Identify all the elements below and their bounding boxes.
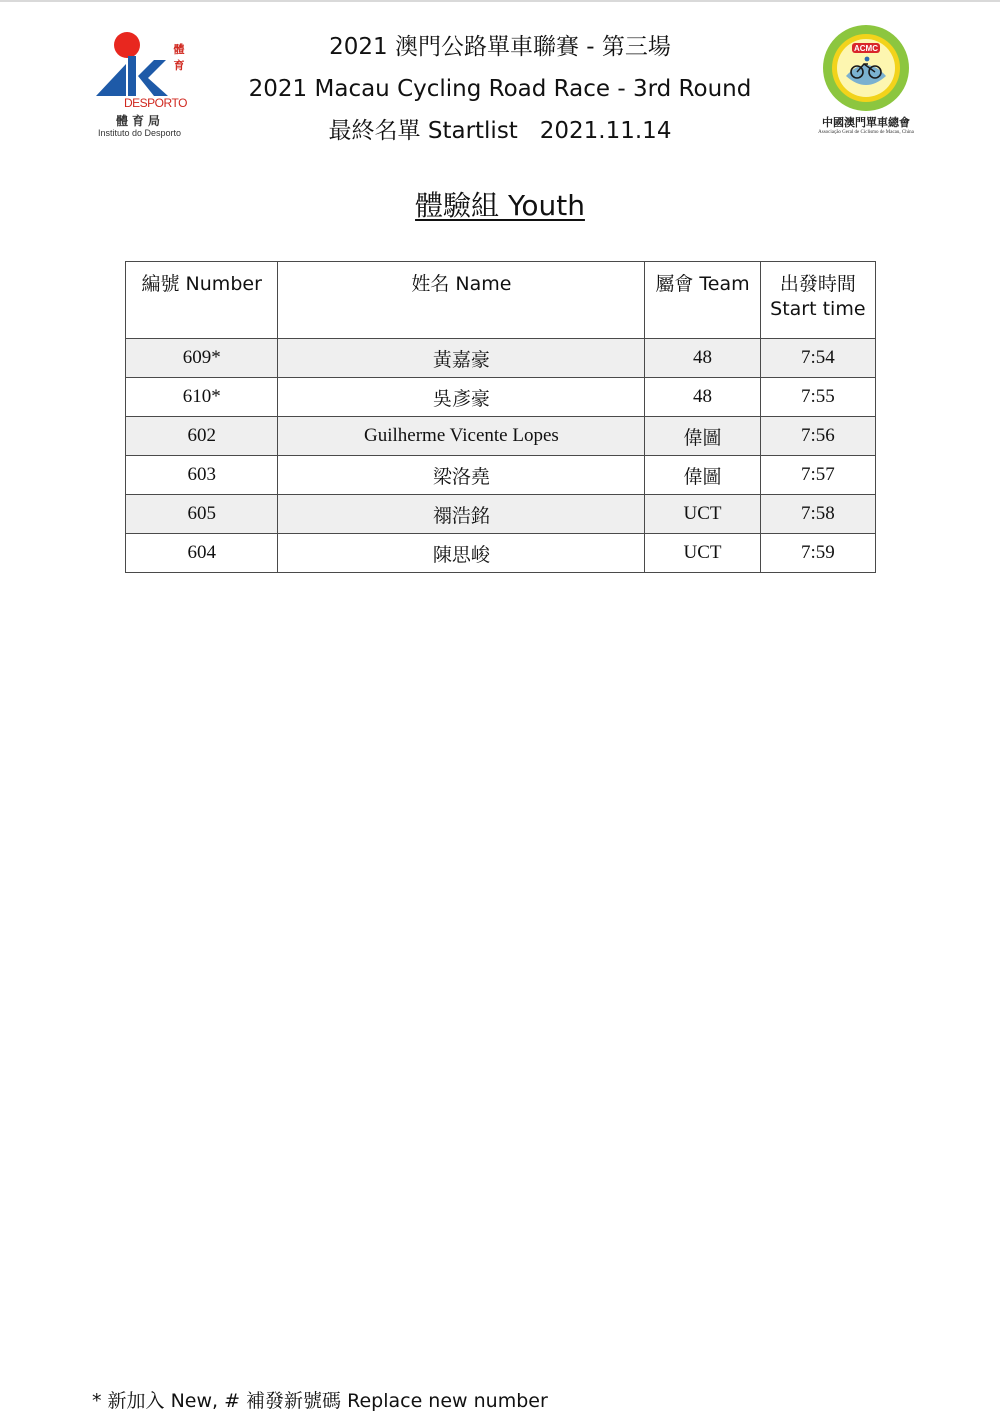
- cell-name: 梁洛堯: [278, 456, 645, 495]
- category-title-text: 體驗組 Youth: [415, 189, 585, 222]
- cell-number: 609*: [126, 339, 278, 378]
- cell-name: 陳思峻: [278, 534, 645, 573]
- logo-brand-text: DESPORTO: [124, 96, 187, 110]
- sports-bureau-logo: [96, 30, 196, 140]
- document-header: [230, 26, 770, 152]
- startlist-table: [125, 261, 876, 573]
- cell-team: 偉圖: [645, 417, 760, 456]
- title-zh: 2021 澳門公路單車聯賽 - 第三場: [329, 34, 671, 60]
- logo-bureau-pt: Instituto do Desporto: [98, 128, 182, 138]
- table-row: [126, 417, 876, 456]
- header-name: 姓名 Name: [278, 262, 645, 339]
- cell-number: 602: [126, 417, 278, 456]
- table-row: [126, 339, 876, 378]
- association-name-pt: Associação Geral de Ciclismo de Macau, China: [818, 130, 914, 135]
- cell-team: 48: [645, 378, 760, 417]
- table-row: [126, 534, 876, 573]
- cell-time: 7:55: [760, 378, 875, 417]
- title-en: 2021 Macau Cycling Road Race - 3rd Round: [248, 76, 752, 102]
- cell-number: 610*: [126, 378, 278, 417]
- cell-time: 7:58: [760, 495, 875, 534]
- cell-team: 48: [645, 339, 760, 378]
- cell-number: 605: [126, 495, 278, 534]
- header-team: 屬會 Team: [645, 262, 760, 339]
- logo-k-mark-icon: [96, 52, 172, 98]
- table-row: [126, 378, 876, 417]
- badge-text: ACMC: [854, 44, 878, 53]
- category-title: [300, 184, 700, 224]
- header-start-time: [760, 262, 875, 339]
- cell-name: Guilherme Vicente Lopes: [278, 417, 645, 456]
- cell-name: 黃嘉豪: [278, 339, 645, 378]
- cell-team: 偉圖: [645, 456, 760, 495]
- table-row: [126, 495, 876, 534]
- header-start-time-zh: 出發時間: [779, 273, 856, 295]
- page-top-border: [0, 0, 1000, 2]
- header-number: 編號 Number: [126, 262, 278, 339]
- cell-time: 7:54: [760, 339, 875, 378]
- cell-name: 吳彥豪: [278, 378, 645, 417]
- cell-number: 604: [126, 534, 278, 573]
- cell-team: UCT: [645, 495, 760, 534]
- association-badge-icon: [822, 24, 910, 112]
- cell-time: 7:57: [760, 456, 875, 495]
- cell-team: UCT: [645, 534, 760, 573]
- cell-number: 603: [126, 456, 278, 495]
- startlist-subtitle: 最終名單 Startlist 2021.11.14: [328, 118, 672, 144]
- cell-time: 7:59: [760, 534, 875, 573]
- association-name-zh: 中國澳門單車總會: [822, 116, 910, 129]
- logo-side-chars: 體 育: [173, 43, 185, 72]
- footnote: * 新加入 New, # 補發新號碼 Replace new number: [92, 1390, 548, 1412]
- table-header-row: [126, 262, 876, 339]
- cycling-association-logo: [816, 24, 916, 138]
- cell-name: 禤浩銘: [278, 495, 645, 534]
- header-start-time-en: Start time: [770, 298, 866, 320]
- table-row: [126, 456, 876, 495]
- cell-time: 7:56: [760, 417, 875, 456]
- logo-bureau-zh: 體育局: [116, 114, 165, 128]
